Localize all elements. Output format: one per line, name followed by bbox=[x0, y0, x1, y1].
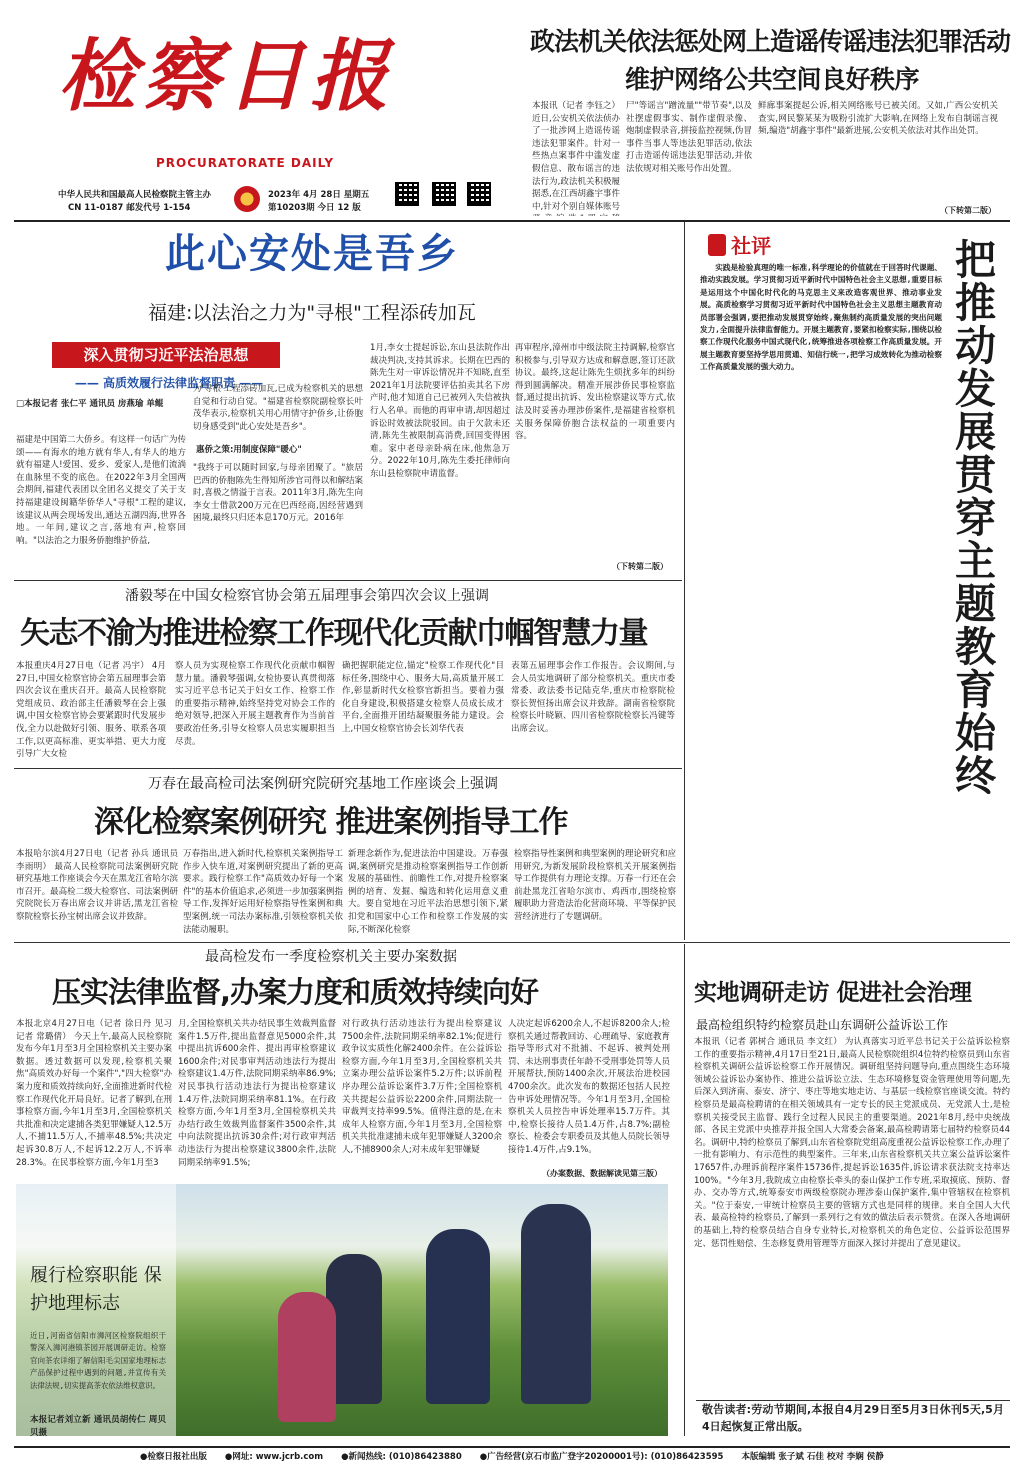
story4-kicker: 最高检发布一季度检察机关主要办案数据 bbox=[205, 949, 457, 965]
story3-col3: 新理念新作为,促进法治中国建设。万春强调,案例研究是推动检察案例指导工作创新发展的基础性、前瞻性工作,对提升检察案例的培育、发掘、编选和转化运用意义重大。要自觉地在习近平法治思想引领下,紧扣党和国家中心工作和检察工作发展的实际,不断深化检察 bbox=[348, 849, 508, 935]
lead-subhead: 福建:以法治之力为"寻根"工程添砖加瓦 bbox=[148, 302, 476, 324]
masthead-info bbox=[58, 188, 528, 218]
story3-kicker: 万春在最高检司法案例研究院研究基地工作座谈会上强调 bbox=[148, 776, 498, 792]
masthead-title: 检察日报 bbox=[58, 31, 395, 122]
lead-byline: □本报记者 张仁平 通讯员 房燕瑜 单鲲 bbox=[16, 399, 164, 409]
story3-col2: 万春指出,进入新时代,检察机关案例指导工作步入快车道,对案例研究提出了新的更高要求。践行检察工作"高质效办好每一个案件"的基本价值追求,必须进一步加强案例指导工作,发挥好运用好检察指导性案例和典型案例,统一司法办案标准,引领检察机关依法能动履职。 bbox=[183, 849, 343, 935]
footer-hotline: ●新闻热线: (010)86423880 bbox=[341, 1452, 462, 1462]
story4-col1: 本报北京4月27日电（记者 徐日丹 见习记者 常璐倩） 今天上午,最高人民检察院发布今年1月至3月全国检察机关主要办案数据。透过数据可以发现,检察机关聚焦"高质效办好每一个案件","四大检察"办案力度和质效持续向好,全面推进新时代检察工作现代化开局良好。记者了解到,在刑事检察方面,今年1月至3月,全国检察机关共批准和决定逮捕各类犯罪嫌疑人12.5万人,不捕11.5万人,不捕率48.5%;共决定起诉30.8万人,不起诉12.2万人,不诉率28.3%。在民事检察方面,今年1月至3 bbox=[16, 1019, 172, 1168]
sponsor-line: 中华人民共和国最高人民检察院主管主办 bbox=[58, 190, 212, 200]
lead-banner-sub: —— 高质效履行法律监督职责 —— bbox=[74, 376, 264, 390]
story2-headline: 矢志不渝为推进检察工作现代化贡献巾帼智慧力量 bbox=[20, 616, 647, 651]
photo-headline: 履行检察职能 保护地理标志 bbox=[30, 1265, 162, 1314]
qr-code-icon bbox=[432, 182, 456, 206]
footer-publisher: ●检察日报社出版 bbox=[140, 1452, 207, 1462]
issue-number: 第10203期 今日 12 版 bbox=[268, 203, 361, 213]
footer bbox=[140, 1450, 1010, 1466]
story5-text: 本报讯（记者 郭树合 通讯员 李文红） 为认真落实习近平总书记关于公益诉讼检察工作的重要指示精神,4月17日至21日,最高人民检察院组织4位特约检察员到山东省检察机关调研公益诉讼检察工作开展情况。调研组坚持问题导向,重点围绕生态环境领域公益诉讼办案协作、推进公益诉讼立法、生态环境修复资金管理使用等问题,先后深入到济南、泰安、济宁、枣庄等地实地走访、与基层一线检察官座谈交流。特约检察员是最高检聘请的在相关领域具有一定专长的民主党派成员、无党派人士,是检察机关接受民主监督、践行全过程人民民主的重要渠道。2021年8月,经中央统战部、各民主党派中央推荐并报全国人大常委会备案,最高检聘请第七届特约检察员44名。调研中,特约检察员了解到,山东省检察院党组高度重视公益诉讼检察工作,办理了一批有影响力、有示范性的典型案件。三年来,山东省检察机关共立案公益诉讼案件17657件,办理诉前程序案件15736件,提起诉讼1635件,诉讼请求获法院支持率达100%。"今年3月,我院成立由检察长牵头的泰山保护工作专班,采取摸底、预防、督办、交办等方式,统筹泰安市两级检察院办理涉泰山保护案件,集中管辖权在检察机关。"位于泰安,一审统计检察员主要的管辖方式也是同样的规律。来自全国人大代表、最高检特约检察员,了解到一系列行之有效的做法后表示赞赏。在深入各地调研的基础上,特约检察员结合自身专业特长,对检察机关的角色定位、公益诉讼范围界定、惩罚性赔偿、生态修复费用管理等方面深入探讨并提出了意见建议。 bbox=[694, 1037, 1010, 1249]
masthead-subtitle: PROCURATORATE DAILY bbox=[156, 156, 335, 170]
divider bbox=[14, 220, 1010, 222]
top-headline-1: 政法机关依法惩处网上造谣传谣违法犯罪活动 bbox=[530, 27, 1011, 56]
story4-col3: 对行政执行活动违法行为提出检察建议7500余件,法院同期采纳率82.1%;促进行政争议实质性化解2400余件。在公益诉讼检察方面,今年1月至3月,全国检察机关共立案办理公益诉讼案件5.2万件;以诉前程序办理公益诉讼案件3.7万件;全国检察机关共提起公益诉讼2200余件,同期法院一审裁判支持率99.5%。值得注意的是,在未成年人检察方面,今年1月至3月,全国检察机关共批准逮捕未成年犯罪嫌疑人3200余人,不捕8900余人;对未成年犯罪嫌疑 bbox=[342, 1019, 502, 1155]
lead-headline: 此心安处是吾乡 bbox=[165, 231, 459, 277]
divider bbox=[14, 1446, 1010, 1448]
lead-banner-text: 深入贯彻习近平法治思想 bbox=[83, 346, 249, 364]
top-headline-2: 维护网络公共空间良好秩序 bbox=[625, 65, 920, 94]
top-story-continued: （下转第二版） bbox=[940, 206, 996, 215]
lead-col4: 再审程序,漳州市中级法院主持调解,检察官积极参与,引导双方达成和解意愿,签订还款协议。最终,这起让陈先生烦扰多年的纠纷得到圆满解决。精准开展涉侨民事检察监督,通过提出抗诉、发出检察建议等方式,依法及时妥善办理涉侨案件,是福建省检察机关服务保障侨胞合法权益的一项重要内容。 bbox=[515, 343, 675, 442]
divider bbox=[684, 944, 685, 1436]
issue-date: 2023年 4月 28日 星期五 bbox=[268, 190, 370, 200]
story3-col4: 检察指导性案例和典型案例的理论研究和应用研究,为新发展阶段检察机关开展案例指导工作提供有力理论支撑。万春一行还在会前赴黑龙江省哈尔滨市、鸡西市,围绕检察履职助力营造法治化营商环境、平等保护民营经济进行了专题调研。 bbox=[514, 849, 676, 922]
photo-credit: 本报记者刘立新 通讯员胡传仁 周贝贝摄 bbox=[30, 1415, 166, 1436]
top-story-col4: 鲜廊事案提起公诉,相关网络账号已被关闭。又如,广西公安机关查实,网民黎某某为吸粉引流扩大影响,在网络上发布自制谣言视频,编造"胡鑫宇事件"最新进展,公安机关依法对其作出处罚。 bbox=[758, 101, 998, 137]
story3-col1: 本报哈尔滨4月27日电（记者 孙兵 通讯员 李雨明） 最高人民检察院司法案例研究院研究基地工作座谈会今天在黑龙江省哈尔滨市召开。最高检二级大检察官、司法案例研究院院长万春出席会议并讲话,黑龙江省检察院检察长孙宝树出席会议并致辞。 bbox=[16, 849, 178, 922]
divider bbox=[684, 222, 685, 940]
gavel-icon bbox=[708, 234, 726, 256]
masthead bbox=[18, 10, 518, 210]
footer-website[interactable]: ●网址: www.jcrb.com bbox=[224, 1452, 324, 1462]
photo-person bbox=[521, 1204, 591, 1404]
editorial-title: 把推动发展贯穿主题教育始终 bbox=[948, 238, 996, 797]
story5-headline: 实地调研走访 促进社会治理 bbox=[694, 980, 972, 1006]
qr-code-icon bbox=[395, 182, 419, 206]
story4-col4: 人决定起诉6200余人,不起诉8200余人;检察机关通过帮教回访、心理疏导、家庭教育指导等形式对不批捕、不起诉、被判处刑罚、未达刑事责任年龄不受刑事处罚等人员开展帮扶,预防1400余次,开展法治进校园4700余次。此次发布的数据还包括人民控告申诉处理情况等。今年1月至3月,全国检察机关人员控告申诉处理率15.7万件。其中,检察长接待人员1.4万件,占8.7%;副检察长、检委会专职委员及其他人员院长领导接待1.4万件,占9.1%。 bbox=[508, 1019, 670, 1155]
story2-col2: 察人员为实现检察工作现代化贡献巾帼智慧力量。潘毅琴强调,女检协要认真贯彻落实习近平总书记关于妇女工作、检察工作的重要指示精神,始终坚持党对协会工作的绝对领导,把深入开展主题教育作为当前首要政治任务,引导女检察人员忠实履职担当尽责。 bbox=[175, 661, 335, 747]
editorial-text: 实践是检验真理的唯一标准,科学理论的价值就在于回答时代课题、推动实践发展。学习贯彻习近平新时代中国特色社会主义思想,重要目标是运用这个中国化时代化的马克思主义来改造客观世界、推动事业发展。高质检察学习贯彻习近平新时代中国特色社会主义思想主题教育动员部署会强调,要把推动发展贯穿始终,聚焦制约高质量发展的突出问题发力,全面提升法律监督能力。开展主题教育,要紧扣检察实际,围绕以检察工作现代化服务中国式现代化,统筹推进各项检察工作高质量发展。开展主题教育要坚持学思用贯通、知信行统一,把学习成效转化为推动检察工作高质量发展的强大动力。 bbox=[700, 263, 942, 372]
story2-col3: 确把握职能定位,锚定"检察工作现代化"目标任务,围绕中心、服务大局,高质量开展工作,彰显新时代女检察官新担当。要着力强化自身建设,积极搭建女检察人员成长成才平台,全面推开团结凝聚服务能力建设。会上,中国女检察官协会长刘华代表 bbox=[342, 661, 504, 734]
editorial-label bbox=[708, 230, 778, 258]
divider bbox=[14, 580, 682, 581]
lead-col3: 1月,李女士提起诉讼,东山县法院作出裁决判决,支持其诉求。长期在巴西的陈先生对一审诉讼情况并不知晓,直至2021年1月法院要评估拍卖其名下房产时,他才知道自己已被列入失信被执行人名单。而他的再审申请,却因超过诉讼时效被法院驳回。由于欠款未还清,陈先生被限制高消费,回国变得困难。家中老母亲卧病在床,他焦急万分。2022年10月,陈先生委托律师向东山县检察院申请监督。 bbox=[370, 343, 510, 479]
story2-col4: 表第五届理事会作工作报告。会议期间,与会人员实地调研了部分检察机关。重庆市委常委、政法委书记陆克华,重庆市检察院检察长贺恒扬出席会议并致辞。湖南省检察院检察长叶晓颖、四川省检察院检察长冯键等出席会议。 bbox=[511, 661, 675, 734]
emblem-icon bbox=[234, 186, 260, 212]
footer-editors: 本版编辑 张子斌 石佳 校对 李娴 侯静 bbox=[741, 1452, 884, 1462]
story4-col2: 月,全国检察机关共办结民事生效裁判监督案件1.5万件,提出监督意见5000余件,其中提出抗诉600余件、提出再审检察建议1600余件;对民事审判活动违法行为提出检察建议1.4万件,法院同期采纳率86.9%;对民事执行活动违法行为提出检察建议1.4万件,法院同期采纳率81.1%。在行政检察方面,今年1月至3月,全国检察机关共办结行政生效裁判监督案件3500余件,其中向法院提出抗诉30余件;对行政审判活动违法行为提出检察建议3800余件,法院同期采纳率91.5%; bbox=[178, 1019, 336, 1168]
story3-headline: 深化检察案例研究 推进案例指导工作 bbox=[94, 805, 568, 840]
top-story-col1: 本报讯（记者 李钰之） 近日,公安机关依法侦办了一批涉网上造谣传谣违法犯罪案件。针对一些热点案事件中滥发虚假信息、散布谣言的违法行为,政法机关积极履 bbox=[532, 101, 620, 187]
reader-notice-text: 敬告读者:劳动节期间,本报自4月29日至5月3日休刊5天,5月4日起恢复正常出版。 bbox=[696, 1400, 1010, 1436]
story4-headline: 压实法律监督,办案力度和质效持续向好 bbox=[52, 975, 539, 1009]
story2-kicker: 潘毅琴在中国女检察官协会第五届理事会第四次会议上强调 bbox=[125, 588, 489, 604]
lead-continued: （下转第二版） bbox=[612, 562, 668, 571]
editorial-label-text: 社评 bbox=[731, 234, 772, 258]
lead-banner bbox=[52, 342, 280, 368]
photo-person bbox=[426, 1229, 490, 1404]
lead-col2: 为'寻根'工程添砖加瓦,已成为检察机关的思想自觉和行动自觉。"福建省检察院副检察长叶茂华表示,检察机关用心用情守护侨乡,让侨胞切身感受到"此心安处是吾乡"。 bbox=[193, 384, 363, 432]
top-story-col3: 尸"等谣言"蹭流量""带节奏",以及社摆虚假事实、制作虚假录像、炮制虚假录音,拼接监控视频,伪冒事件当事人等违法犯罪活动,依法打击造谣传谣违法犯罪活动,并依法依规对相关账号作出处置。 bbox=[626, 101, 752, 174]
divider bbox=[14, 768, 682, 769]
footer-ads: ●广告经营(京石市监广登字20200001号): (010)86423595 bbox=[479, 1452, 724, 1462]
qr-code-icon bbox=[467, 182, 491, 206]
top-story-col2: 据悉,在江西胡鑫宇事件中,针对个别自媒体账号 bbox=[532, 189, 620, 212]
cn-line: CN 11-0187 邮发代号 1-154 bbox=[68, 203, 191, 213]
lead-col1: 福建是中国第二大侨乡。有这样一句话广为传颂——有海水的地方就有华人,有华人的地方就有福建人!爱国、爱乡、爱家人,是他们流淌在血脉里不变的底色。在2022年3月全国两会期间,福建代表团以全团名义提交了关于支持福建建设闽籍华侨华人"寻根"工程的建议,该建议从两会现场发出,通达五湖四海,世界各地。一年间,建议之言,落地有声,检察回响。"以法治之力服务侨胞维护侨益, bbox=[16, 435, 186, 546]
photo-person bbox=[278, 1292, 336, 1422]
story5-subhead: 最高检组织特约检察员赴山东调研公益诉讼工作 bbox=[696, 1018, 949, 1032]
divider bbox=[14, 942, 1010, 943]
photo-caption: 近日,河南省信阳市浉河区检察院组织干警深入浉河港镇茶园开展调研走访。检察官向茶农详细了解信阳毛尖国家地理标志产品保护过程中遇到的问题,并宣传有关法律法规,切实提高茶农依法维权意识。 bbox=[30, 1331, 166, 1390]
story2-col1: 本报重庆4月27日电（记者 冯宇） 4月27日,中国女检察官协会第五届理事会第四次会议在重庆召开。最高人民检察院党组成员、政治部主任潘毅琴在会上强调,中国女检察官协会要紧跟时代发展步伐,全力以赴做好引领、服务、联系各项工作,以更高标准、更实举措、更大力度引导广大女检 bbox=[16, 661, 166, 760]
lead-col2-head: 惠侨之策:用制度保障"暖心" bbox=[196, 445, 302, 455]
lead-col2b: "我终于可以随时回家,与母亲团聚了。"旅居巴西的侨胞陈先生得知所涉官司得以和解结案时,喜极之情溢于言表。2011年3月,陈先生向李女士借款200万元在巴西经商,因经营遇到困境,最终只归还本息170万元。2016年 bbox=[193, 463, 363, 524]
story4-continued: （办案数据、数据解读见第三版） bbox=[542, 1169, 662, 1178]
